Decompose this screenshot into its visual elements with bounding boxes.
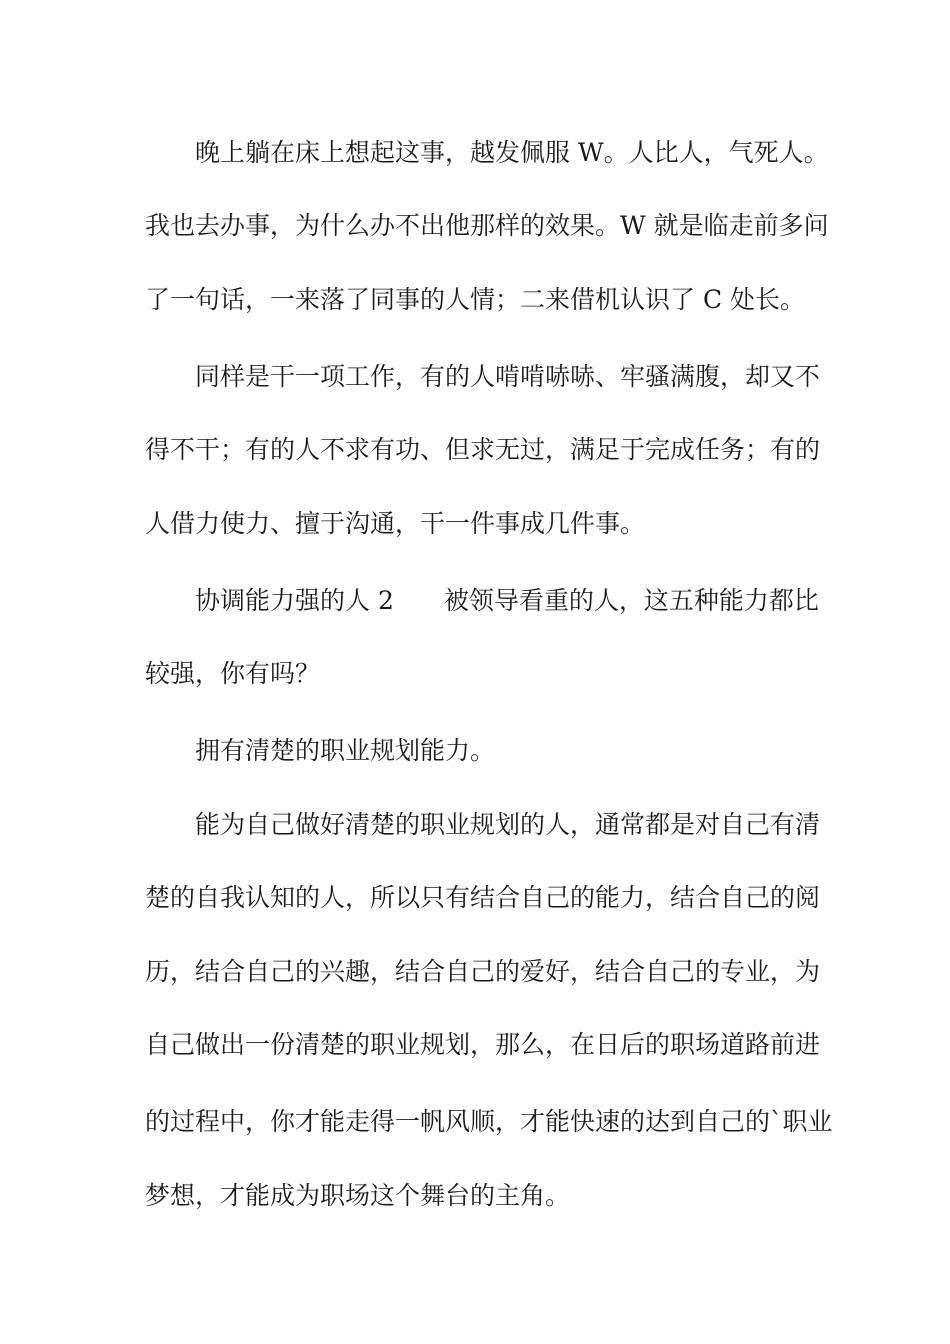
text-line: 人借力使力、擅于沟通，干一件事成几件事。 (145, 509, 646, 538)
text-line: 了一句话，一来落了同事的人情；二来借机认识了 C 处长。 (145, 285, 806, 314)
text-line: 协调能力强的人 2 被领导看重的人，这五种能力都比 (195, 586, 819, 615)
text-line: 自己做出一份清楚的职业规划，那么，在日后的职场道路前进 (145, 1030, 821, 1059)
text-line: 同样是干一项工作，有的人啃啃哧哧、牢骚满腹，却又不 (195, 362, 821, 391)
text-line: 较强，你有吗？ (145, 659, 321, 688)
text-line: 晚上躺在床上想起这事，越发佩服 W。人比人，气死人。 (195, 138, 829, 167)
text-line: 的过程中，你才能走得一帆风顺，才能快速的达到自己的`职业 (145, 1107, 833, 1136)
text-line: 我也去办事，为什么办不出他那样的效果。W 就是临走前多问 (145, 211, 829, 240)
text-line: 历，结合自己的兴趣，结合自己的爱好，结合自己的专业，为 (145, 957, 821, 986)
text-line: 得不干；有的人不求有功、但求无过，满足于完成任务；有的 (145, 435, 821, 464)
text-line: 楚的自我认知的人，所以只有结合自己的能力，结合自己的阅 (145, 883, 821, 912)
text-line: 拥有清楚的职业规划能力。 (195, 736, 496, 765)
text-line: 梦想，才能成为职场这个舞台的主角。 (145, 1181, 571, 1210)
text-line: 能为自己做好清楚的职业规划的人，通常都是对自己有清 (195, 810, 821, 839)
